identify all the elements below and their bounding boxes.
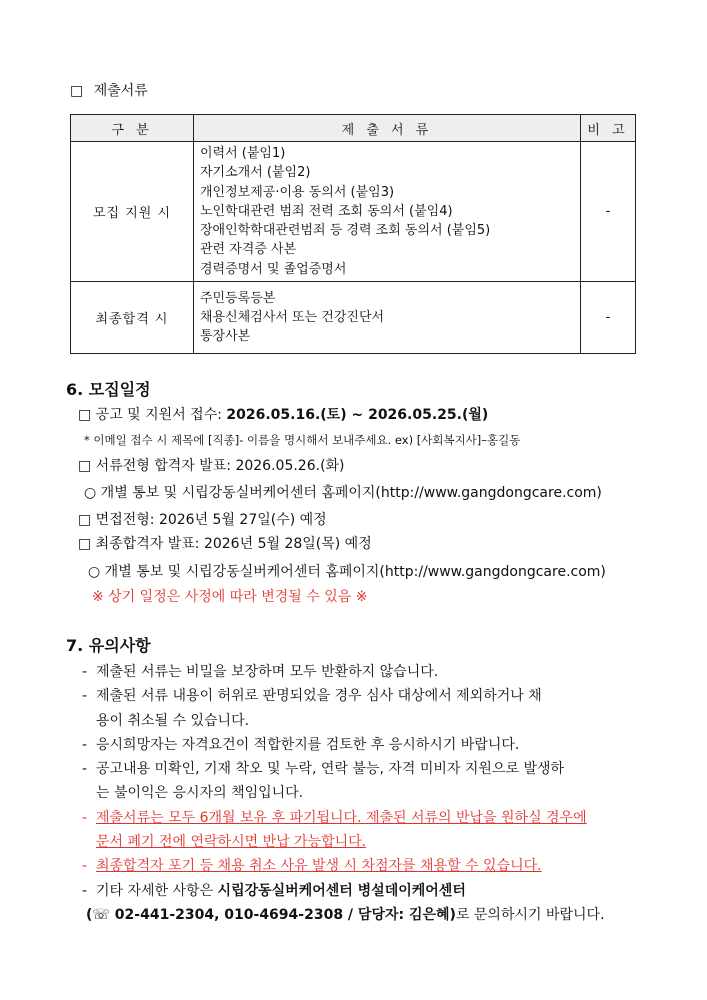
note-text: 용이 취소될 수 있습니다. [96, 712, 250, 729]
section-title: 제출서류 [93, 83, 148, 99]
notes-list [82, 660, 642, 927]
organization-name: 시립강동실버케어센터 병설데이케어센터 [217, 882, 466, 899]
notes-heading: 7. 유의사항 [66, 636, 151, 655]
table-header-row [71, 115, 636, 142]
documents-section-heading [70, 80, 148, 100]
schedule-heading: 6. 모집일정 [66, 380, 151, 399]
contact-details: 02-441-2304, 010-4694-2308 / 담당자: 김은혜) [109, 906, 456, 923]
document-item: 이력서 (붙임1) [200, 146, 286, 162]
dash-bullet: - [82, 809, 88, 826]
document-item: 자기소개서 (붙임2) [200, 165, 311, 181]
schedule-application-line [78, 404, 488, 424]
list-item [82, 684, 642, 733]
note-text: 공고내용 미확인, 기재 착오 및 누락, 연락 불능, 자격 미비자 지원으로 발생하 [96, 761, 565, 778]
schedule-document-result-sub: ○ 개별 통보 및 시립강동실버케어센터 홈페이지(http://www.gangdongcare.com) [84, 485, 602, 501]
header-note: 비 고 [581, 115, 636, 142]
table-row [71, 142, 636, 282]
row-category: 모집 지원 시 [71, 142, 194, 282]
document-item: 개인정보제공·이용 동의서 (붙임3) [200, 184, 395, 200]
dash-bullet: - [82, 688, 88, 705]
schedule-interview: □ 면접전형: 2026년 5월 27일(수) 예정 [78, 512, 327, 528]
document-item: 주민등록등본 [200, 290, 276, 306]
schedule-warning: ※ 상기 일정은 사정에 따라 변경될 수 있음 ※ [92, 589, 368, 605]
dash-bullet: - [82, 761, 88, 778]
row-note: - [581, 142, 636, 282]
document-item: 노인학대관련 범죄 전력 조회 동의서 (붙임4) [200, 203, 453, 219]
note-text: 응시희망자는 자격요건이 적합한지를 검토한 후 응시하시기 바랍니다. [96, 736, 520, 753]
row-documents [194, 142, 581, 282]
contact-open-paren: ( [86, 906, 93, 923]
phone-icon: ☏ [92, 906, 110, 923]
schedule-application-label: □ 공고 및 지원서 접수: [78, 407, 227, 423]
list-item [82, 733, 642, 757]
row-documents [194, 282, 581, 354]
checkbox-bullet: □ [70, 83, 84, 99]
dash-bullet: - [82, 858, 88, 875]
list-item [82, 854, 642, 878]
documents-table [70, 114, 636, 354]
document-item: 통장사본 [200, 329, 251, 345]
row-note: - [581, 282, 636, 354]
note-text: 제출된 서류 내용이 허위로 판명되었을 경우 심사 대상에서 제외하거나 채 [96, 688, 542, 705]
note-text: 제출서류는 모두 6개월 보유 후 파기됩니다. 제출된 서류의 반납을 원하실 경우에 [96, 809, 587, 826]
schedule-final-result-sub: ○ 개별 통보 및 시립강동실버케어센터 홈페이지(http://www.gangdongcare.com) [88, 564, 606, 580]
note-text: 최종합격자 포기 등 채용 취소 사유 발생 시 차점자를 채용할 수 있습니다. [96, 858, 542, 875]
contact-suffix: 로 문의하시기 바랍니다. [455, 906, 605, 923]
schedule-application-dates: 2026.05.16.(토) ~ 2026.05.25.(월) [226, 407, 489, 423]
dash-bullet: - [82, 664, 88, 680]
document-item: 장애인학학대관련범죄 등 경력 조회 동의서 (붙임5) [200, 223, 491, 239]
schedule-email-note: * 이메일 접수 시 제목에 [직종]- 이름을 명시해서 보내주세요. ex) [사회복지사]–홍길동 [84, 433, 521, 447]
header-category: 구 분 [71, 115, 194, 142]
note-text: 는 불이익은 응시자의 책임입니다. [96, 785, 304, 802]
dash-bullet: - [82, 736, 88, 753]
contact-line [82, 903, 642, 927]
schedule-document-result: □ 서류전형 합격자 발표: 2026.05.26.(화) [78, 458, 345, 474]
list-item [82, 660, 642, 684]
list-item [82, 879, 642, 903]
note-text: 제출된 서류는 비밀을 보장하며 모두 반환하지 않습니다. [96, 664, 439, 680]
note-text: 기타 자세한 사항은 [96, 882, 218, 899]
schedule-final-result: □ 최종합격자 발표: 2026년 5월 28일(목) 예정 [78, 536, 372, 552]
document-item: 경력증명서 및 졸업증명서 [200, 261, 347, 277]
table-row [71, 282, 636, 354]
list-item [82, 757, 642, 806]
list-item [82, 806, 642, 855]
header-documents: 제 출 서 류 [194, 115, 581, 142]
dash-bullet: - [82, 882, 88, 899]
document-item: 채용신체검사서 또는 건강진단서 [200, 309, 385, 325]
note-text: 문서 폐기 전에 연락하시면 반납 가능합니다. [96, 834, 367, 851]
row-category: 최종합격 시 [71, 282, 194, 354]
document-item: 관련 자격증 사본 [200, 242, 297, 258]
